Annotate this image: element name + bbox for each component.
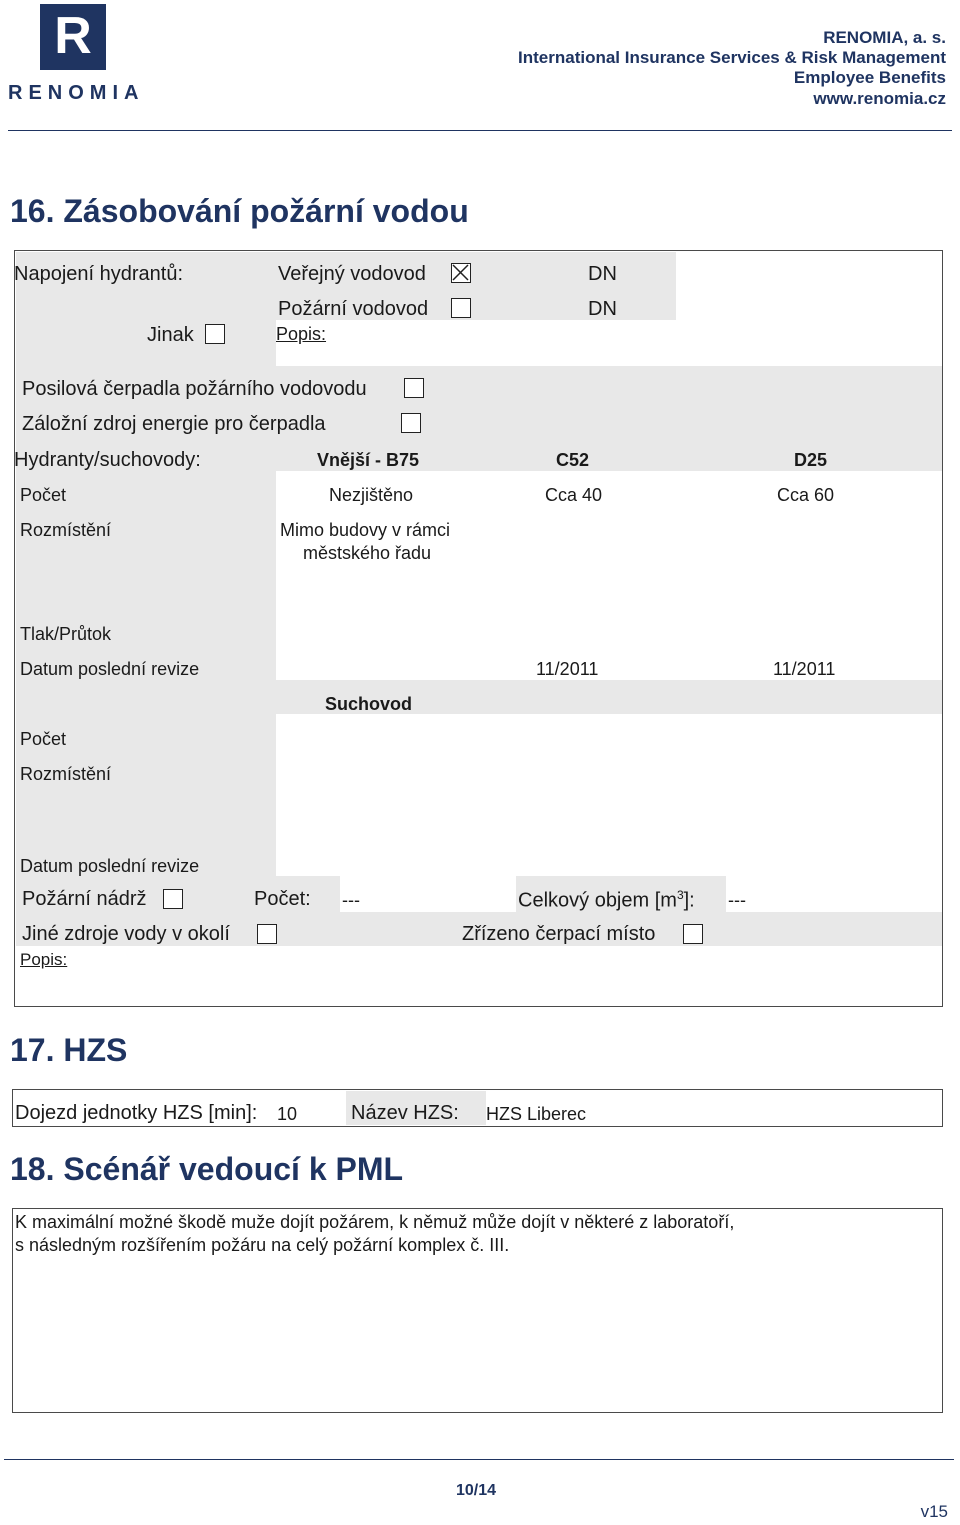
dry-count-label: Počet	[20, 729, 67, 749]
public-water-label: Veřejný vodovod	[278, 263, 426, 285]
placement-label: Rozmístění	[20, 520, 112, 540]
other-sources-label: Jiné zdroje vody v okolí	[22, 923, 230, 945]
placement-b75-line2: městského řadu	[303, 543, 432, 563]
checked-x-icon	[452, 264, 469, 281]
booster-pumps-checkbox[interactable]	[404, 378, 424, 398]
col-header-c52: C52	[556, 450, 590, 470]
section-16-title: 16. Zásobování požární vodou	[10, 193, 469, 229]
dry-riser-header: Suchovod	[325, 694, 413, 714]
logo-wordmark: RENOMIA	[8, 82, 145, 104]
public-water-checkbox[interactable]	[451, 263, 471, 283]
hzs-name-value: HZS Liberec	[486, 1104, 587, 1124]
count-d25: Cca 60	[777, 485, 835, 505]
tank-count-label: Počet:	[254, 888, 311, 910]
tank-volume-value: ---	[728, 890, 746, 910]
dn-label-2: DN	[588, 298, 617, 320]
other-label: Jinak	[147, 324, 194, 346]
company-division: Employee Benefits	[793, 68, 946, 87]
revision-c52: 11/2011	[536, 659, 599, 679]
backup-power-checkbox[interactable]	[401, 413, 421, 433]
hzs-arrival-label: Dojezd jednotky HZS [min]:	[15, 1102, 258, 1124]
tank-volume-label	[518, 888, 695, 913]
dry-placement-label: Rozmístění	[20, 764, 112, 784]
backup-power-label: Záložní zdroj energie pro čerpadla	[22, 413, 326, 435]
popis-label-2: Popis:	[20, 950, 68, 969]
dn-label-1: DN	[588, 263, 617, 285]
count-b75: Nezjištěno	[329, 485, 414, 505]
col-header-d25: D25	[794, 450, 828, 470]
revision-d25: 11/2011	[773, 659, 836, 679]
section-17-title: 17. HZS	[10, 1032, 128, 1068]
hydrants-label: Hydranty/suchovody:	[14, 449, 201, 471]
placement-b75-line1: Mimo budovy v rámci	[280, 520, 451, 540]
popis-label: Popis:	[276, 324, 327, 344]
logo-letter: R	[54, 7, 92, 65]
last-revision-label: Datum poslední revize	[20, 659, 200, 679]
pump-station-checkbox[interactable]	[683, 924, 703, 944]
section-18-title: 18. Scénář vedoucí k PML	[10, 1151, 404, 1187]
page-number: 10/14	[456, 1482, 497, 1499]
tank-volume-label-text: Celkový objem [m	[518, 889, 677, 912]
tank-label: Požární nádrž	[22, 888, 147, 910]
pump-station-label: Zřízeno čerpací místo	[462, 923, 656, 945]
hydrant-connection-label: Napojení hydrantů:	[14, 263, 184, 285]
company-tagline: International Insurance Services & Risk Management	[518, 48, 946, 67]
footer-divider	[4, 1459, 954, 1460]
company-name: RENOMIA, a. s.	[823, 28, 946, 47]
fire-water-checkbox[interactable]	[451, 298, 471, 318]
col-header-b75: Vnější - B75	[317, 450, 420, 470]
tank-checkbox[interactable]	[163, 889, 183, 909]
header-divider	[8, 130, 952, 131]
pml-scenario-line1: K maximální možné škodě muže dojít požárem, k němuž může dojít v některé z laboratoří,	[15, 1212, 735, 1232]
booster-pumps-label: Posilová čerpadla požárního vodovodu	[22, 378, 367, 400]
tank-volume-label-suffix: ]:	[683, 889, 695, 912]
tank-count-value: ---	[342, 890, 360, 910]
count-label: Počet	[20, 485, 67, 505]
hzs-arrival-value: 10	[277, 1104, 298, 1124]
dry-revision-label: Datum poslední revize	[20, 856, 200, 876]
count-c52: Cca 40	[545, 485, 603, 505]
company-website[interactable]: www.renomia.cz	[813, 89, 946, 108]
pressure-label: Tlak/Průtok	[20, 624, 112, 644]
fire-water-label: Požární vodovod	[278, 298, 429, 320]
other-checkbox[interactable]	[205, 324, 225, 344]
pml-scenario-line2: s následným rozšířením požáru na celý požární komplex č. III.	[15, 1235, 510, 1255]
hzs-name-label: Název HZS:	[351, 1102, 459, 1124]
tank-volume-unit-sup: 3	[676, 888, 684, 902]
version-label: v15	[920, 1502, 948, 1521]
other-sources-checkbox[interactable]	[257, 924, 277, 944]
